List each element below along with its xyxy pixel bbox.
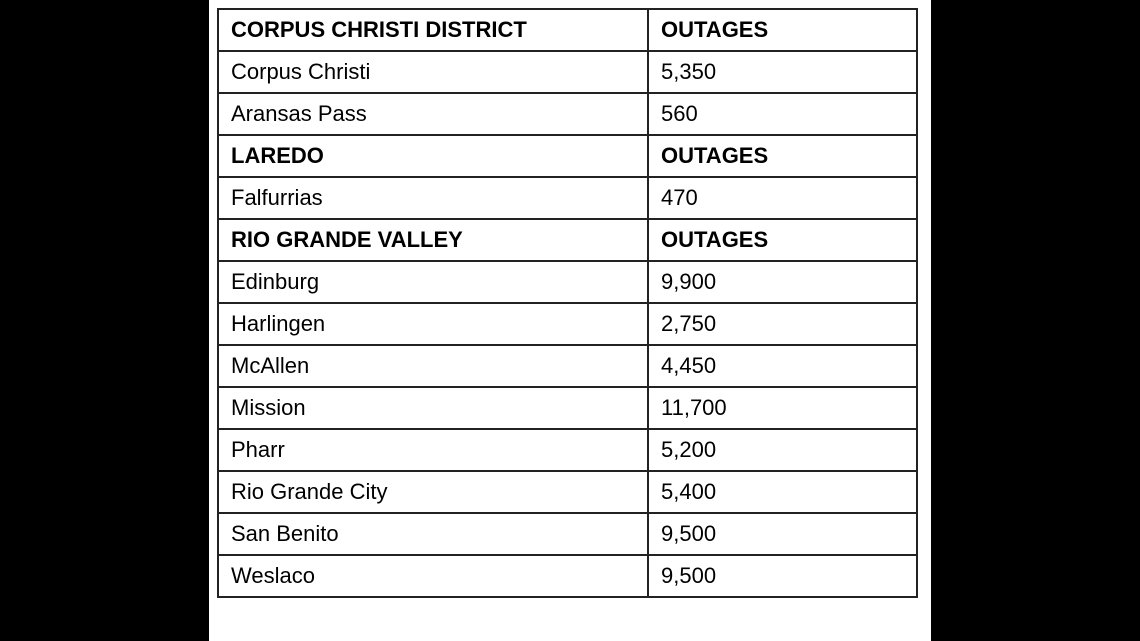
table-row xyxy=(218,177,917,219)
city-cell: Aransas Pass xyxy=(218,93,648,135)
outages-header: OUTAGES xyxy=(648,219,917,261)
city-cell: Pharr xyxy=(218,429,648,471)
outages-cell: 2,750 xyxy=(648,303,917,345)
table-row xyxy=(218,135,917,177)
table-row xyxy=(218,51,917,93)
outages-table xyxy=(217,8,918,598)
city-cell: Corpus Christi xyxy=(218,51,648,93)
outages-header: OUTAGES xyxy=(648,9,917,51)
outages-cell: 4,450 xyxy=(648,345,917,387)
city-cell: Harlingen xyxy=(218,303,648,345)
table-row xyxy=(218,513,917,555)
district-header: CORPUS CHRISTI DISTRICT xyxy=(218,9,648,51)
outages-cell: 9,900 xyxy=(648,261,917,303)
outages-cell: 9,500 xyxy=(648,555,917,597)
document-page xyxy=(209,0,931,641)
outages-cell: 11,700 xyxy=(648,387,917,429)
table-row xyxy=(218,429,917,471)
city-cell: San Benito xyxy=(218,513,648,555)
table-row xyxy=(218,261,917,303)
outages-cell: 470 xyxy=(648,177,917,219)
table-row xyxy=(218,303,917,345)
city-cell: Falfurrias xyxy=(218,177,648,219)
table-row xyxy=(218,555,917,597)
city-cell: Edinburg xyxy=(218,261,648,303)
city-cell: Mission xyxy=(218,387,648,429)
outages-cell: 560 xyxy=(648,93,917,135)
table-row xyxy=(218,93,917,135)
district-header: LAREDO xyxy=(218,135,648,177)
outages-header: OUTAGES xyxy=(648,135,917,177)
city-cell: McAllen xyxy=(218,345,648,387)
table-row xyxy=(218,9,917,51)
city-cell: Weslaco xyxy=(218,555,648,597)
outages-cell: 5,400 xyxy=(648,471,917,513)
table-row xyxy=(218,345,917,387)
table-row xyxy=(218,219,917,261)
outages-cell: 9,500 xyxy=(648,513,917,555)
city-cell: Rio Grande City xyxy=(218,471,648,513)
outages-cell: 5,200 xyxy=(648,429,917,471)
outages-cell: 5,350 xyxy=(648,51,917,93)
district-header: RIO GRANDE VALLEY xyxy=(218,219,648,261)
table-row xyxy=(218,471,917,513)
table-row xyxy=(218,387,917,429)
